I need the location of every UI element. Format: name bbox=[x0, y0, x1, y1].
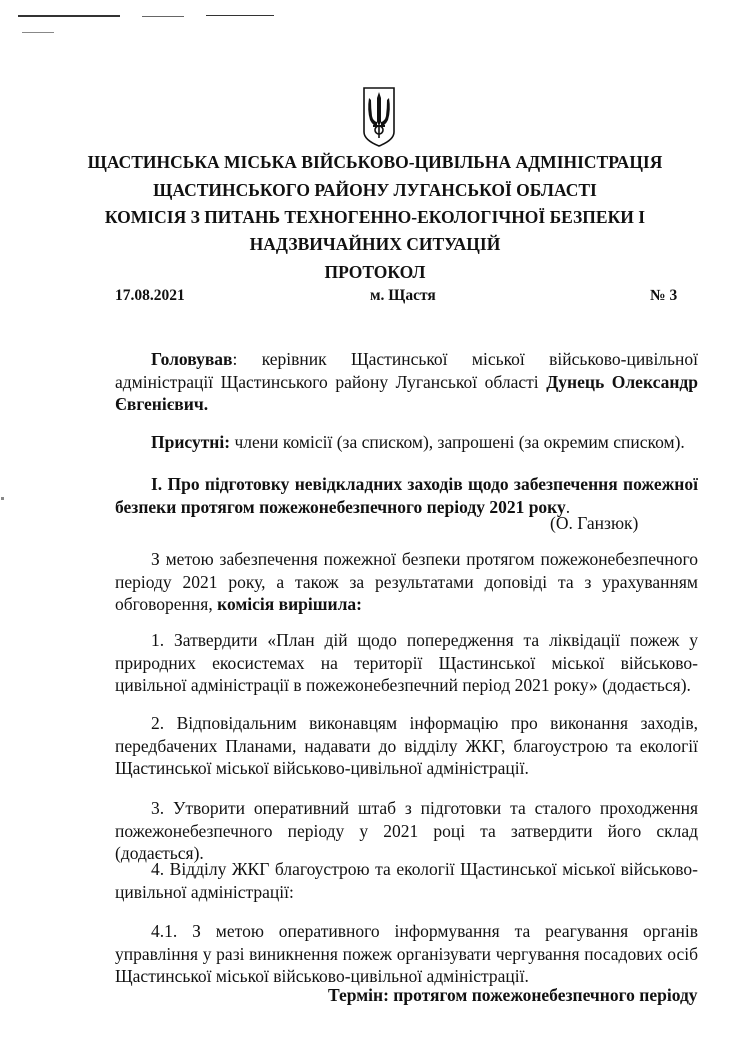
chair-text: : керівник Щастинської міської військово-цивільної адміністрації Щастинського району Луганської області bbox=[115, 349, 698, 392]
header-commission: КОМІСІЯ З ПИТАНЬ ТЕХНОГЕННО-ЕКОЛОГІЧНОЇ БЕЗПЕКИ І bbox=[104, 207, 646, 227]
topic-title: І. Про підготовку невідкладних заходів щодо забезпечення пожежної безпеки протягом пожежонебезпечного періоду 2021 року bbox=[115, 474, 698, 517]
chair-name: Дунець Олександр Євгенієвич. bbox=[115, 371, 698, 414]
doc-type: ПРОТОКОЛ bbox=[324, 262, 426, 282]
decision-item-4: 4. Відділу ЖКГ благоустрою та екології Щастинської міської військово-цивільної адміністрації: bbox=[115, 859, 698, 902]
scan-artifact bbox=[142, 16, 184, 17]
decision-label: комісія вирішила: bbox=[217, 594, 362, 614]
decision-item-2: 2. Відповідальним виконавцям інформацію про виконання заходів, передбачених Планами, надавати до відділу ЖКГ, благоустрою та екології Щастинської міської військово-цивільної адміністрації. bbox=[115, 713, 698, 778]
decision-item-4-1: 4.1. З метою оперативного інформування та реагування органів управління у разі виникнення пожеж організувати чергування посадових осіб Щастинської міської військово-цивільної адміністрації. bbox=[115, 921, 698, 986]
protocol-date: 17.08.2021 bbox=[115, 287, 185, 304]
scan-artifact bbox=[206, 15, 274, 16]
topic-heading bbox=[115, 473, 698, 518]
protocol-number: № 3 bbox=[650, 287, 678, 304]
present-text: члени комісії (за списком), запрошені (за окремим списком). bbox=[230, 432, 685, 452]
header-district: ЩАСТИНСЬКОГО РАЙОНУ ЛУГАНСЬКОЇ ОБЛАСТІ bbox=[153, 180, 597, 200]
intro-paragraph bbox=[115, 548, 698, 616]
header-commission-cont: НАДЗВИЧАЙНИХ СИТУАЦІЙ bbox=[249, 234, 501, 254]
coat-of-arms-icon bbox=[362, 86, 396, 148]
chair-label: Головував bbox=[151, 349, 233, 369]
chair-paragraph bbox=[115, 348, 698, 416]
scan-speck bbox=[1, 497, 4, 500]
scan-artifact bbox=[18, 15, 120, 17]
term-line: Термін: протягом пожежонебезпечного періоду bbox=[328, 985, 698, 1005]
intro-text: З метою забезпечення пожежної безпеки протягом пожежонебезпечного періоду 2021 року, а також за результатами доповіді та з урахуванням обговорення, bbox=[115, 549, 698, 614]
decision-item-1: 1. Затвердити «План дій щодо попередження та ліквідації пожеж у природних екосистемах на території Щастинської міської військово-цивільної адміністрації в пожежонебезпечний період 2021 року» (додається). bbox=[115, 630, 698, 695]
header-org: ЩАСТИНСЬКА МІСЬКА ВІЙСЬКОВО-ЦИВІЛЬНА АДМІНІСТРАЦІЯ bbox=[87, 152, 663, 172]
topic-speaker: (О. Ганзюк) bbox=[550, 513, 639, 533]
present-paragraph bbox=[115, 431, 698, 454]
decision-item-3: 3. Утворити оперативний штаб з підготовки та сталого проходження пожежонебезпечного періоду у 2021 році та затвердити його склад (додається). bbox=[115, 798, 698, 863]
present-label: Присутні: bbox=[151, 432, 231, 452]
protocol-place: м. Щастя bbox=[370, 287, 436, 304]
topic-title-end: . bbox=[565, 496, 571, 517]
scan-artifact bbox=[22, 32, 54, 33]
